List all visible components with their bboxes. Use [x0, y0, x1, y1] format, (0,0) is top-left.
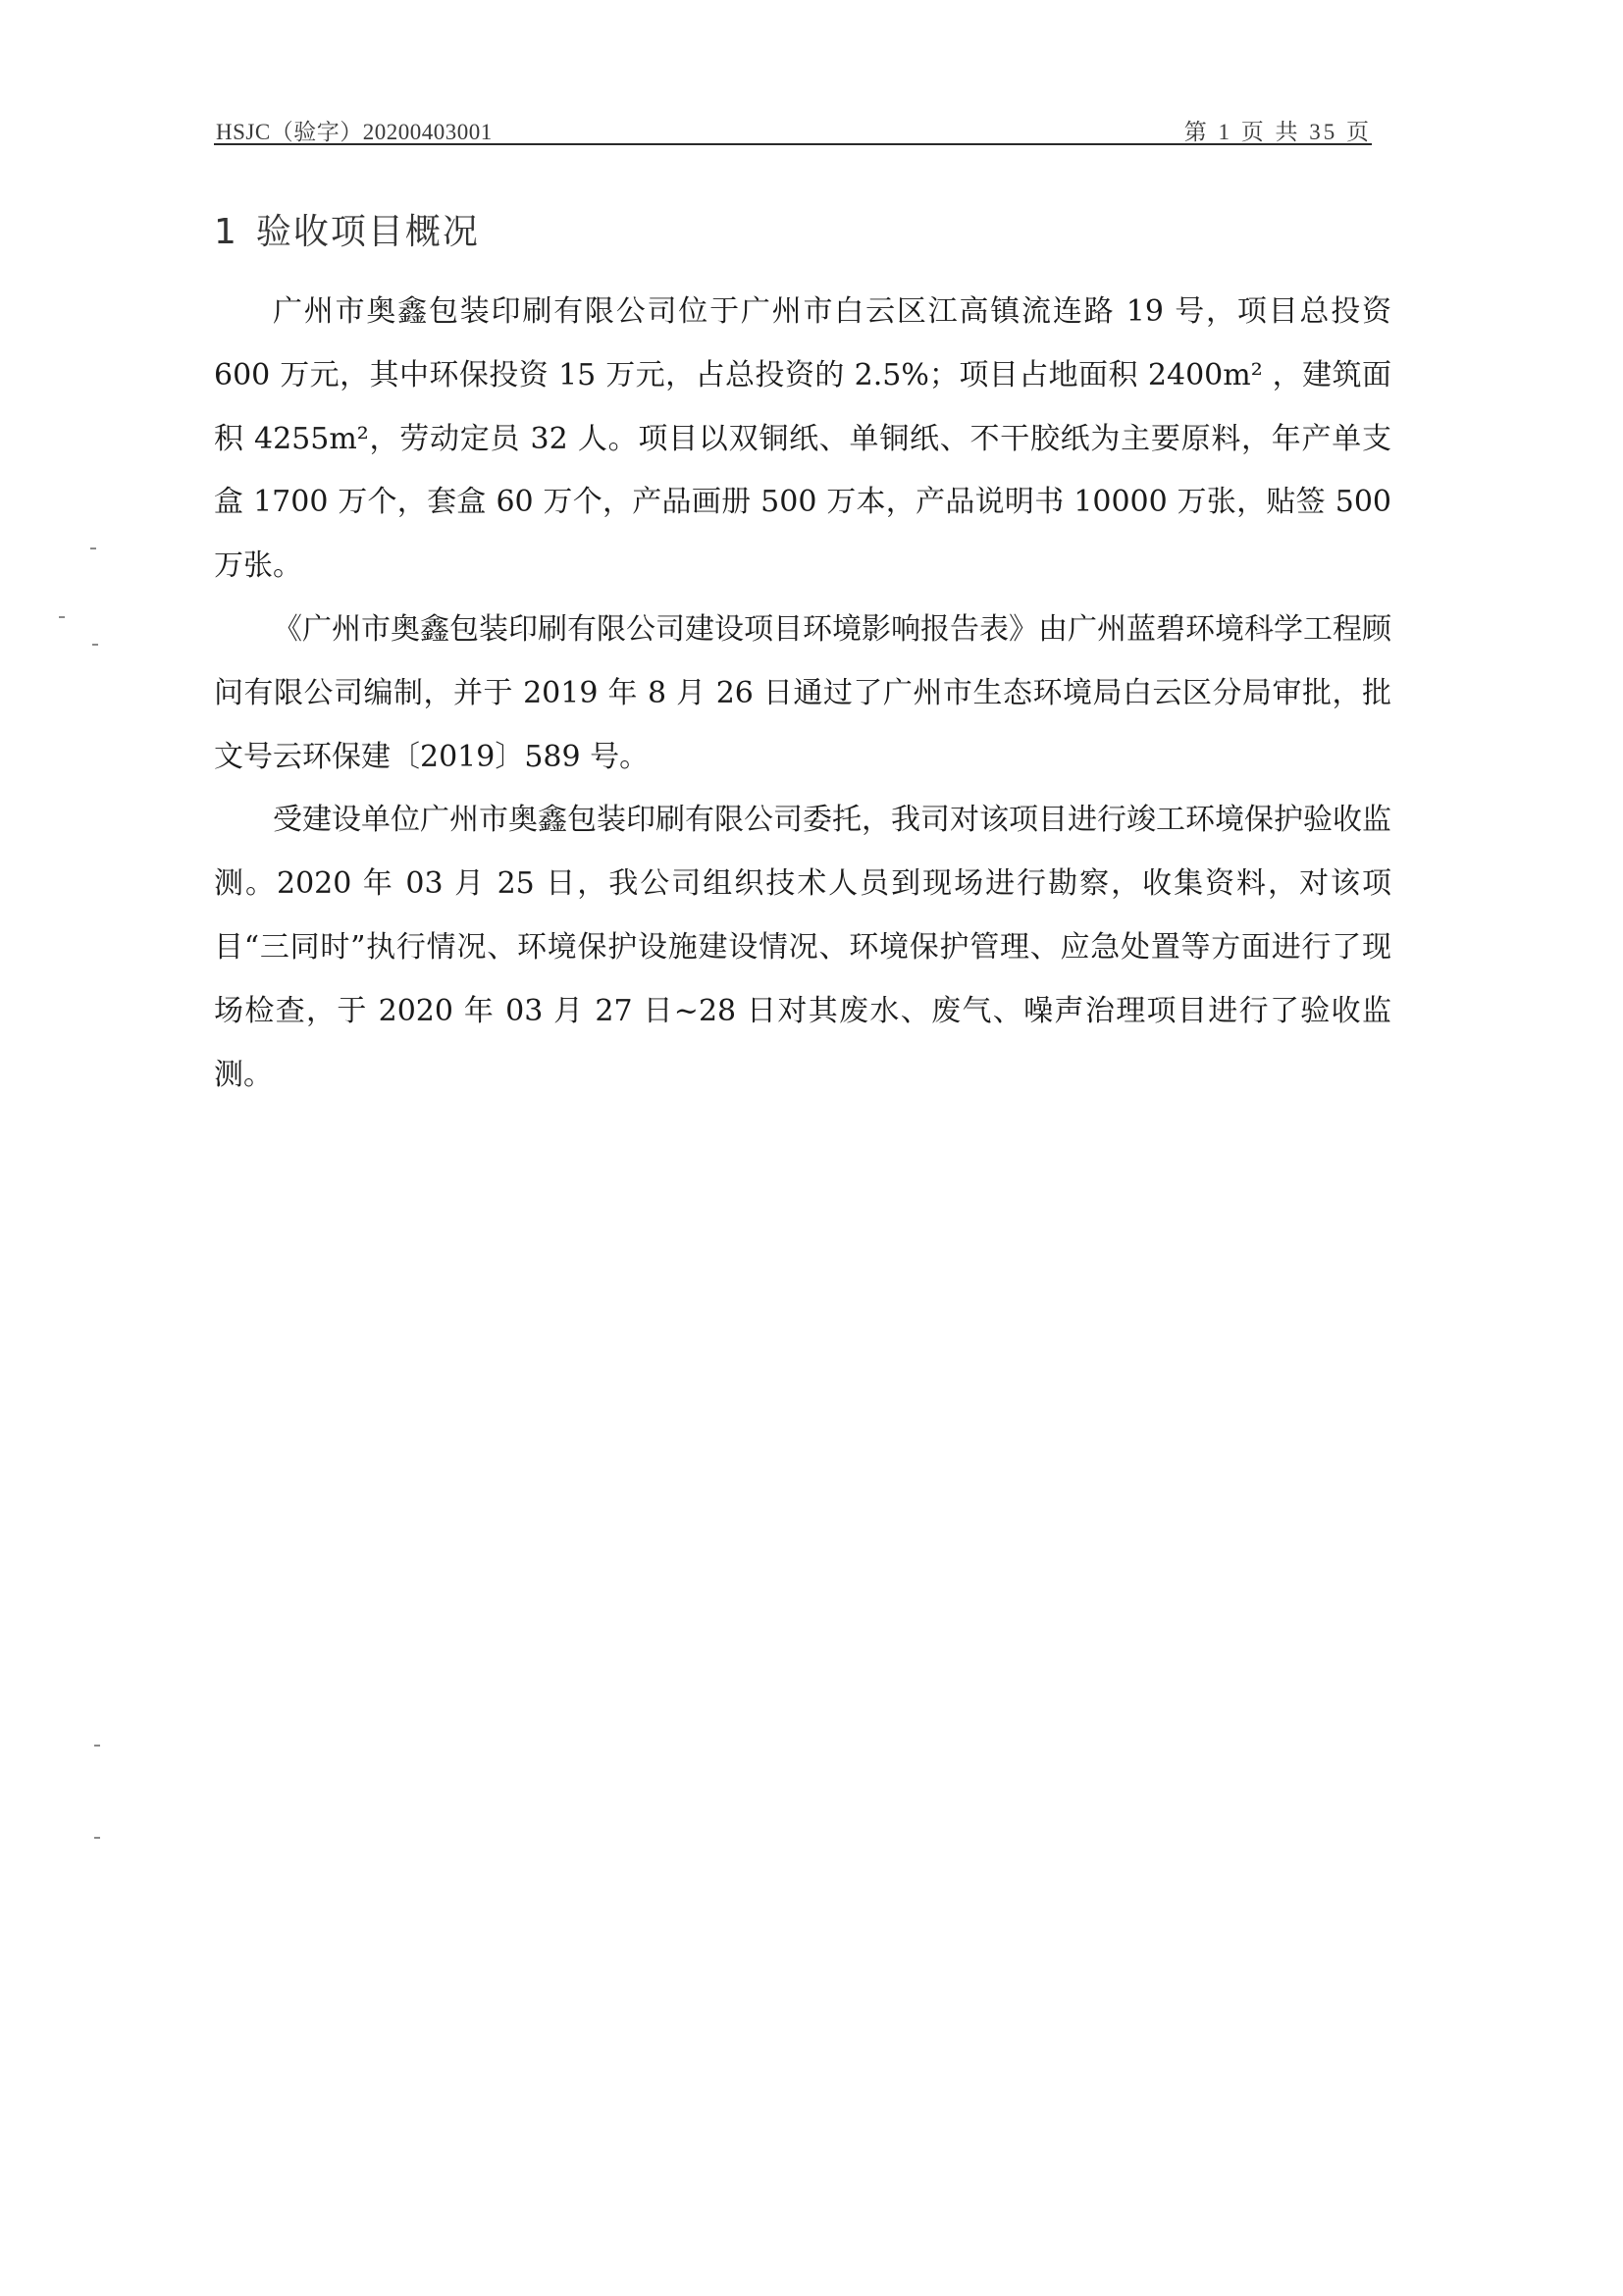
scan-speck: [94, 1837, 100, 1839]
page-header: [214, 110, 1372, 145]
scan-speck: [90, 548, 96, 549]
section-number: 1: [214, 212, 238, 252]
paragraph-project-overview: 广州市奥鑫包装印刷有限公司位于广州市白云区江高镇流连路 19 号，项目总投资 600 万元，其中环保投资 15 万元，占总投资的 2.5%；项目占地面积 2400m² ，建筑面积 4255m²，劳动定员 32 人。项目以双铜纸、单铜纸、不干胶纸为主要原料，年产单支盒 1700 万个，套盒 60 万个，产品画册 500 万本，产品说明书 10000 万张，贴签 500 万张。: [214, 294, 1391, 584]
scan-speck: [59, 616, 65, 618]
section-title: 验收项目概况: [255, 212, 480, 252]
paragraph-monitoring: 受建设单位广州市奥鑫包装印刷有限公司委托，我司对该项目进行竣工环境保护验收监测。2020 年 03 月 25 日，我公司组织技术人员到现场进行勘察，收集资料，对该项目“三同时”执行情况、环境保护设施建设情况、环境保护管理、应急处置等方面进行了现场检查，于 2020 年 03 月 27 日~28 日对其废水、废气、噪声治理项目进行了验收监测。: [214, 803, 1391, 1092]
body-text: [214, 281, 1391, 1107]
section-heading: [214, 204, 480, 254]
scan-speck: [92, 644, 98, 646]
paragraph-eia-approval: 《广州市奥鑫包装印刷有限公司建设项目环境影响报告表》由广州蓝碧环境科学工程顾问有限公司编制，并于 2019 年 8 月 26 日通过了广州市生态环境局白云区分局审批，批文号云环保建〔2019〕589 号。: [214, 611, 1391, 774]
document-number: HSJC（验字）20200403001: [216, 120, 493, 144]
scan-speck: [94, 1745, 100, 1747]
page-number: 第 1 页 共 35 页: [1183, 120, 1372, 144]
